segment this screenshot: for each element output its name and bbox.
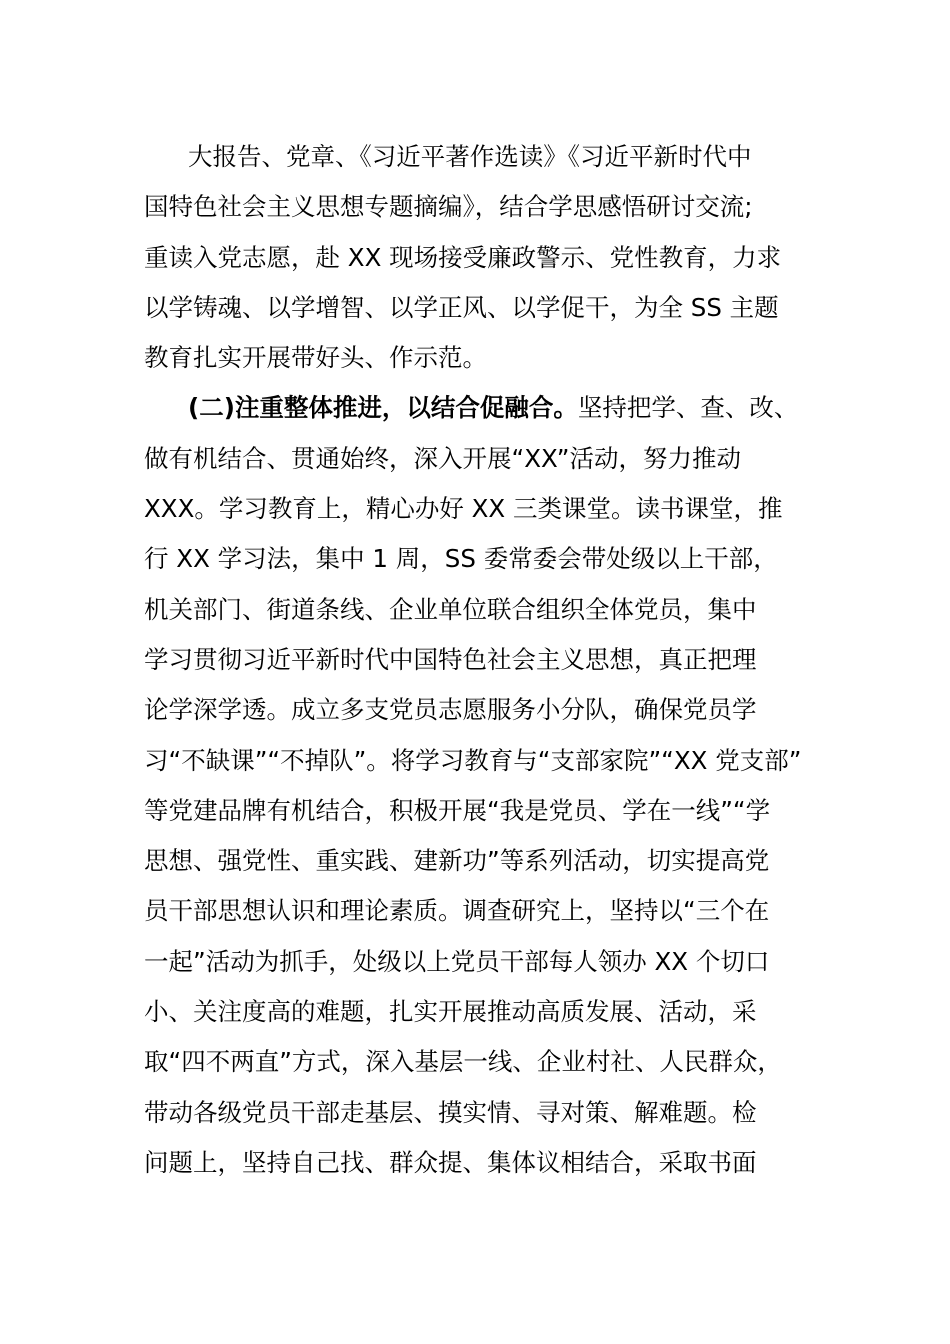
paragraph-2 (144, 383, 809, 1188)
document-body (144, 132, 809, 1188)
text-line (144, 383, 809, 433)
text-line: 做有机结合、贯通始终，深入开展“XX”活动，努力推动 (144, 443, 741, 473)
text-line: 教育扎实开展带好头、作示范。 (144, 343, 487, 373)
text-line: 机关部门、街道条线、企业单位联合组织全体党员，集中 (144, 594, 757, 624)
heading-line-rest: 坚持把学、查、改、 (577, 393, 799, 423)
text-line: 以学铸魂、以学增智、以学正风、以学促干，为全 SS 主题 (144, 292, 779, 322)
text-line: 国特色社会主义思想专题摘编》，结合学思感悟研讨交流; (144, 192, 753, 222)
section-heading: (二)注重整体推进，以结合促融合。 (188, 393, 578, 423)
text-line: 重读入党志愿，赴 XX 现场接受廉政警示、党性教育，力求 (144, 242, 782, 272)
paragraph-1 (144, 132, 809, 383)
text-line: 行 XX 学习法，集中 1 周，SS 委常委会带处级以上干部， (144, 544, 778, 574)
text-line: 问题上，坚持自己找、群众提、集体议相结合，采取书面 (144, 1147, 757, 1177)
text-line: 论学深学透。成立多支党员志愿服务小分队，确保党员学 (144, 695, 757, 725)
text-line: XXX。学习教育上，精心办好 XX 三类课堂。读书课堂，推 (144, 494, 783, 524)
text-line: 小、关注度高的难题，扎实开展推动高质发展、活动，采 (144, 997, 757, 1027)
text-line: 大报告、党章、《习近平著作选读》《习近平新时代中 (188, 142, 752, 171)
text-line: 一起”活动为抓手，处级以上党员干部每人领办 XX 个切口 (144, 946, 770, 976)
text-line: 习“不缺课”“不掉队”。将学习教育与“支部家院”“XX 党支部” (144, 745, 802, 775)
text-line: 员干部思想认识和理论素质。调查研究上，坚持以“三个在 (144, 896, 770, 926)
text-line: 带动各级党员干部走基层、摸实情、寻对策、解难题。检 (144, 1097, 757, 1127)
text-line: 学习贯彻习近平新时代中国特色社会主义思想，真正把理 (144, 644, 757, 674)
text-line: 等党建品牌有机结合，积极开展“我是党员、学在一线”“学 (144, 795, 771, 825)
text-line: 思想、强党性、重实践、建新功”等系列活动，切实提高党 (144, 846, 770, 876)
text-line: 取“四不两直”方式，深入基层一线、企业村社、人民群众， (144, 1047, 782, 1077)
